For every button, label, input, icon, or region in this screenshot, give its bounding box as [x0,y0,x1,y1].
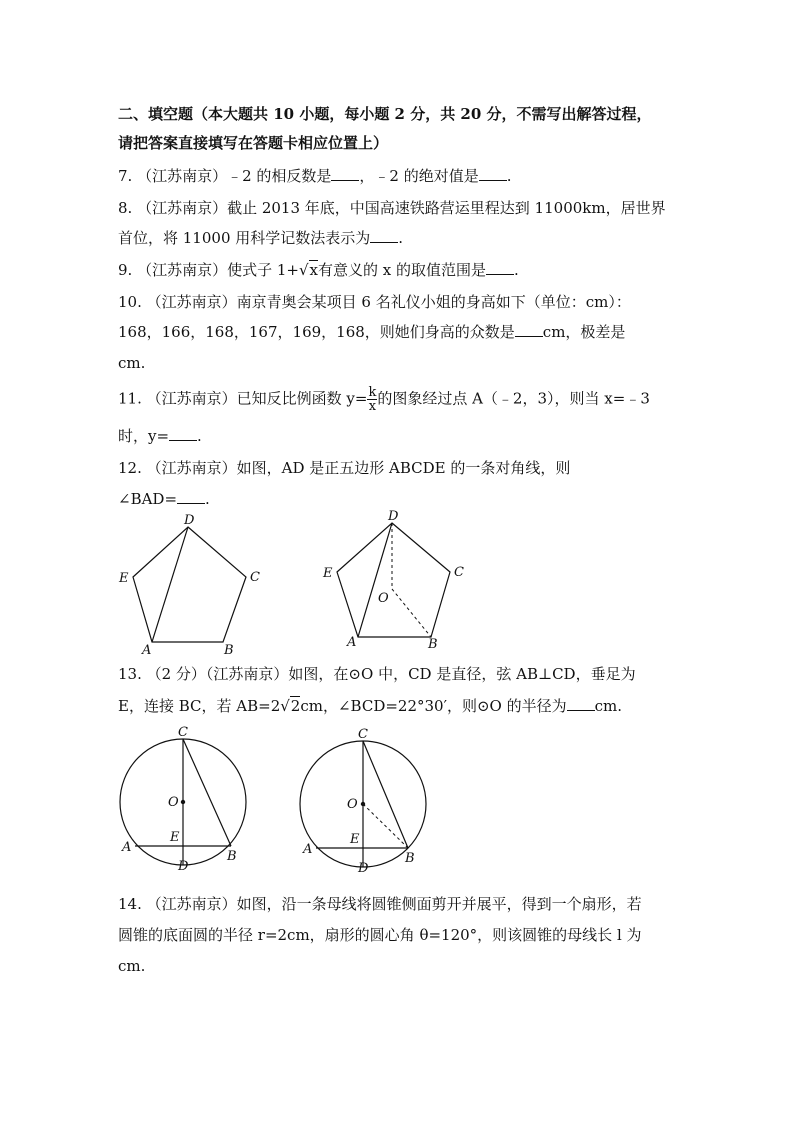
answer-blank [567,696,595,711]
label-d: D [358,861,369,872]
sqrt-radicand: x [309,261,318,279]
section-title-line2: 请把答案直接填写在答题卡相应位置上） [118,134,389,152]
center-point [181,800,185,804]
diagonal-ad [152,527,188,642]
question-13-line2: E，连接 BC，若 AB=2√2cm，∠BCD=22°30′，则⊙O 的半径为 cm. [118,697,623,715]
answer-blank [169,426,197,441]
answer-blank [370,228,398,243]
sqrt-radicand: 2 [290,697,301,715]
q13-text-b: cm，∠BCD=22°30′，则⊙O 的半径为 [300,697,567,715]
q12-text-b: . [205,490,210,508]
q13-text-c: cm. [594,697,623,715]
label-a: A [303,842,313,857]
q9-text-c: . [514,261,519,279]
label-d: D [184,513,195,528]
question-10-line1: 10. （江苏南京）南京青奥会某项目 6 名礼仪小姐的身高如下（单位：cm）： [118,293,631,311]
label-e: E [323,566,333,581]
label-c: C [178,725,188,740]
diagonal-ad [358,523,392,637]
answer-blank [515,322,543,337]
pentagon-figure-right [314,505,474,655]
question-11-line2 [118,426,202,446]
label-a: A [142,643,152,658]
label-o: O [378,591,389,606]
question-11-line1 [118,386,650,413]
question-14-line1: 14. （江苏南京）如图，沿一条母线将圆锥侧面剪开并展平，得到一个扇形，若 [118,895,642,913]
pentagon-shape [337,523,450,637]
question-12-line1: 12. （江苏南京）如图，AD 是正五边形 ABCDE 的一条对角线，则 [118,459,571,477]
label-c: C [358,727,368,742]
label-o: O [168,795,179,810]
dashed-ob [363,804,408,848]
label-b: B [224,643,234,658]
q7-text-b: ，﹣2 的绝对值是 [359,167,479,185]
center-point [361,802,365,806]
answer-blank [331,166,359,181]
question-10-line2 [118,322,625,342]
q9-text-b: 有意义的 x 的取值范围是 [318,261,486,279]
question-9: 9. （江苏南京）使式子 1+√x有意义的 x 的取值范围是 . [118,261,519,279]
answer-blank [486,260,514,275]
label-b: B [227,849,237,864]
label-b: B [405,851,415,866]
label-e: E [350,832,360,847]
question-14-line3: cm. [118,957,146,975]
dashed-ob [392,589,431,637]
question-8-line1: 8. （江苏南京）截止 2013 年底，中国高速铁路营运里程达到 11000km，居世界 [118,199,666,217]
q9-text-a: 9. （江苏南京）使式子 1+ [118,261,299,279]
segment-bc [363,741,408,848]
label-a: A [122,840,132,855]
q13-text-a: E，连接 BC，若 AB=2 [118,697,281,715]
circle-figure-left [110,722,260,872]
question-12-line2 [118,489,210,509]
q8-text-b: . [398,229,404,247]
section-title-line1: 二、填空题（本大题共 10 小题，每小题 2 分，共 20 分，不需写出解答过程， [118,105,652,123]
segment-bc [183,739,231,846]
question-13-line1: 13. （2 分）（江苏南京）如图，在⊙O 中，CD 是直径，弦 AB⊥CD，垂足为 [118,665,636,683]
label-d: D [178,859,189,872]
answer-blank [479,166,507,181]
q11-text-c: 时，y= [118,427,170,445]
label-b: B [428,637,438,652]
q10-text-b: cm，极差是 [542,323,626,341]
label-a: A [347,635,357,650]
label-c: C [454,565,464,580]
q12-text-a: ∠BAD= [118,490,178,508]
q11-text-d: . [197,427,202,445]
question-7 [118,166,512,186]
q7-text-c: . [506,167,512,185]
q8-text-a: 首位，将 11000 用科学记数法表示为 [118,229,371,247]
answer-blank [177,489,205,504]
question-10-line3: cm. [118,354,146,372]
label-e: E [119,571,129,586]
question-8-line2 [118,228,403,248]
question-14-line2: 圆锥的底面圆的半径 r=2cm，扇形的圆心角 θ=120°，则该圆锥的母线长 l 为 [118,926,642,944]
q11-text-a: 11. （江苏南京）已知反比例函数 y= [118,389,368,408]
pentagon-figure-left [112,510,272,660]
fraction-k-over-x: $\frac{k}{x}$ [368,385,377,414]
label-c: C [250,570,260,585]
q7-text-a: 7. （江苏南京）﹣2 的相反数是 [118,167,332,185]
pentagon-shape [133,527,246,642]
q11-text-b: 的图象经过点 A（﹣2，3），则当 x=﹣3 [377,389,650,408]
label-e: E [170,830,180,845]
label-d: D [388,509,399,524]
q10-text-a: 168，166，168，167，169，168，则她们身高的众数是 [118,323,515,341]
label-o: O [347,797,358,812]
circle-figure-right [292,722,442,872]
